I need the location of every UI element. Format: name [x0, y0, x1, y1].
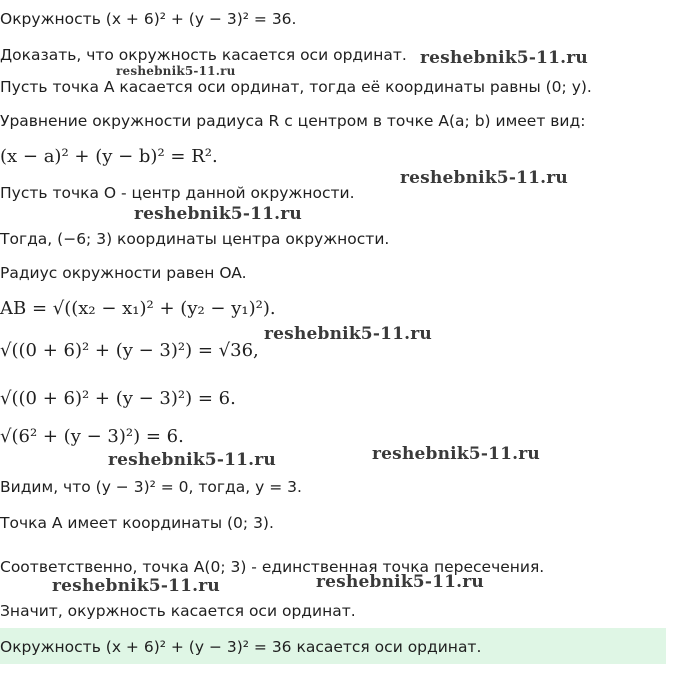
- solution-line: Значит, окуржность касается оси ординат.: [0, 602, 356, 620]
- solution-line: Тогда, (−6; 3) координаты центра окружности.: [0, 230, 390, 248]
- task-statement: Доказать, что окружность касается оси ординат.: [0, 46, 407, 64]
- answer-text: Окружность (x + 6)² + (y − 3)² = 36 касается оси ординат.: [0, 638, 482, 656]
- solution-line: Соответственно, точка A(0; 3) - единственная точка пересечения.: [0, 558, 545, 576]
- watermark: reshebnik5-11.ru: [134, 204, 302, 224]
- solution-line: Уравнение окружности радиуса R с центром в точке A(a; b) имеет вид:: [0, 112, 586, 130]
- watermark: reshebnik5-11.ru: [420, 48, 588, 68]
- formula-line: √((0 + 6)² + (y − 3)²) = √36,: [0, 340, 259, 361]
- watermark: reshebnik5-11.ru: [316, 572, 484, 592]
- solution-line: Точка A имеет координаты (0; 3).: [0, 514, 274, 532]
- formula-line: √(6² + (y − 3)²) = 6.: [0, 426, 184, 447]
- formula-line: (x − a)² + (y − b)² = R².: [0, 146, 218, 167]
- watermark: reshebnik5-11.ru: [116, 64, 236, 78]
- formula-line: √((0 + 6)² + (y − 3)²) = 6.: [0, 388, 236, 409]
- watermark: reshebnik5-11.ru: [264, 324, 432, 344]
- solution-line: Пусть точка A касается оси ординат, тогда её координаты равны (0; y).: [0, 78, 592, 96]
- solution-line: Видим, что (y − 3)² = 0, тогда, y = 3.: [0, 478, 302, 496]
- solution-line: Радиус окружности равен OA.: [0, 264, 247, 282]
- watermark: reshebnik5-11.ru: [108, 450, 276, 470]
- watermark: reshebnik5-11.ru: [400, 168, 568, 188]
- watermark: reshebnik5-11.ru: [52, 576, 220, 596]
- watermark: reshebnik5-11.ru: [372, 444, 540, 464]
- solution-line: Пусть точка O - центр данной окружности.: [0, 184, 355, 202]
- problem-statement: Окружность (x + 6)² + (y − 3)² = 36.: [0, 10, 297, 28]
- formula-line: AB = √((x₂ − x₁)² + (y₂ − y₁)²).: [0, 298, 276, 319]
